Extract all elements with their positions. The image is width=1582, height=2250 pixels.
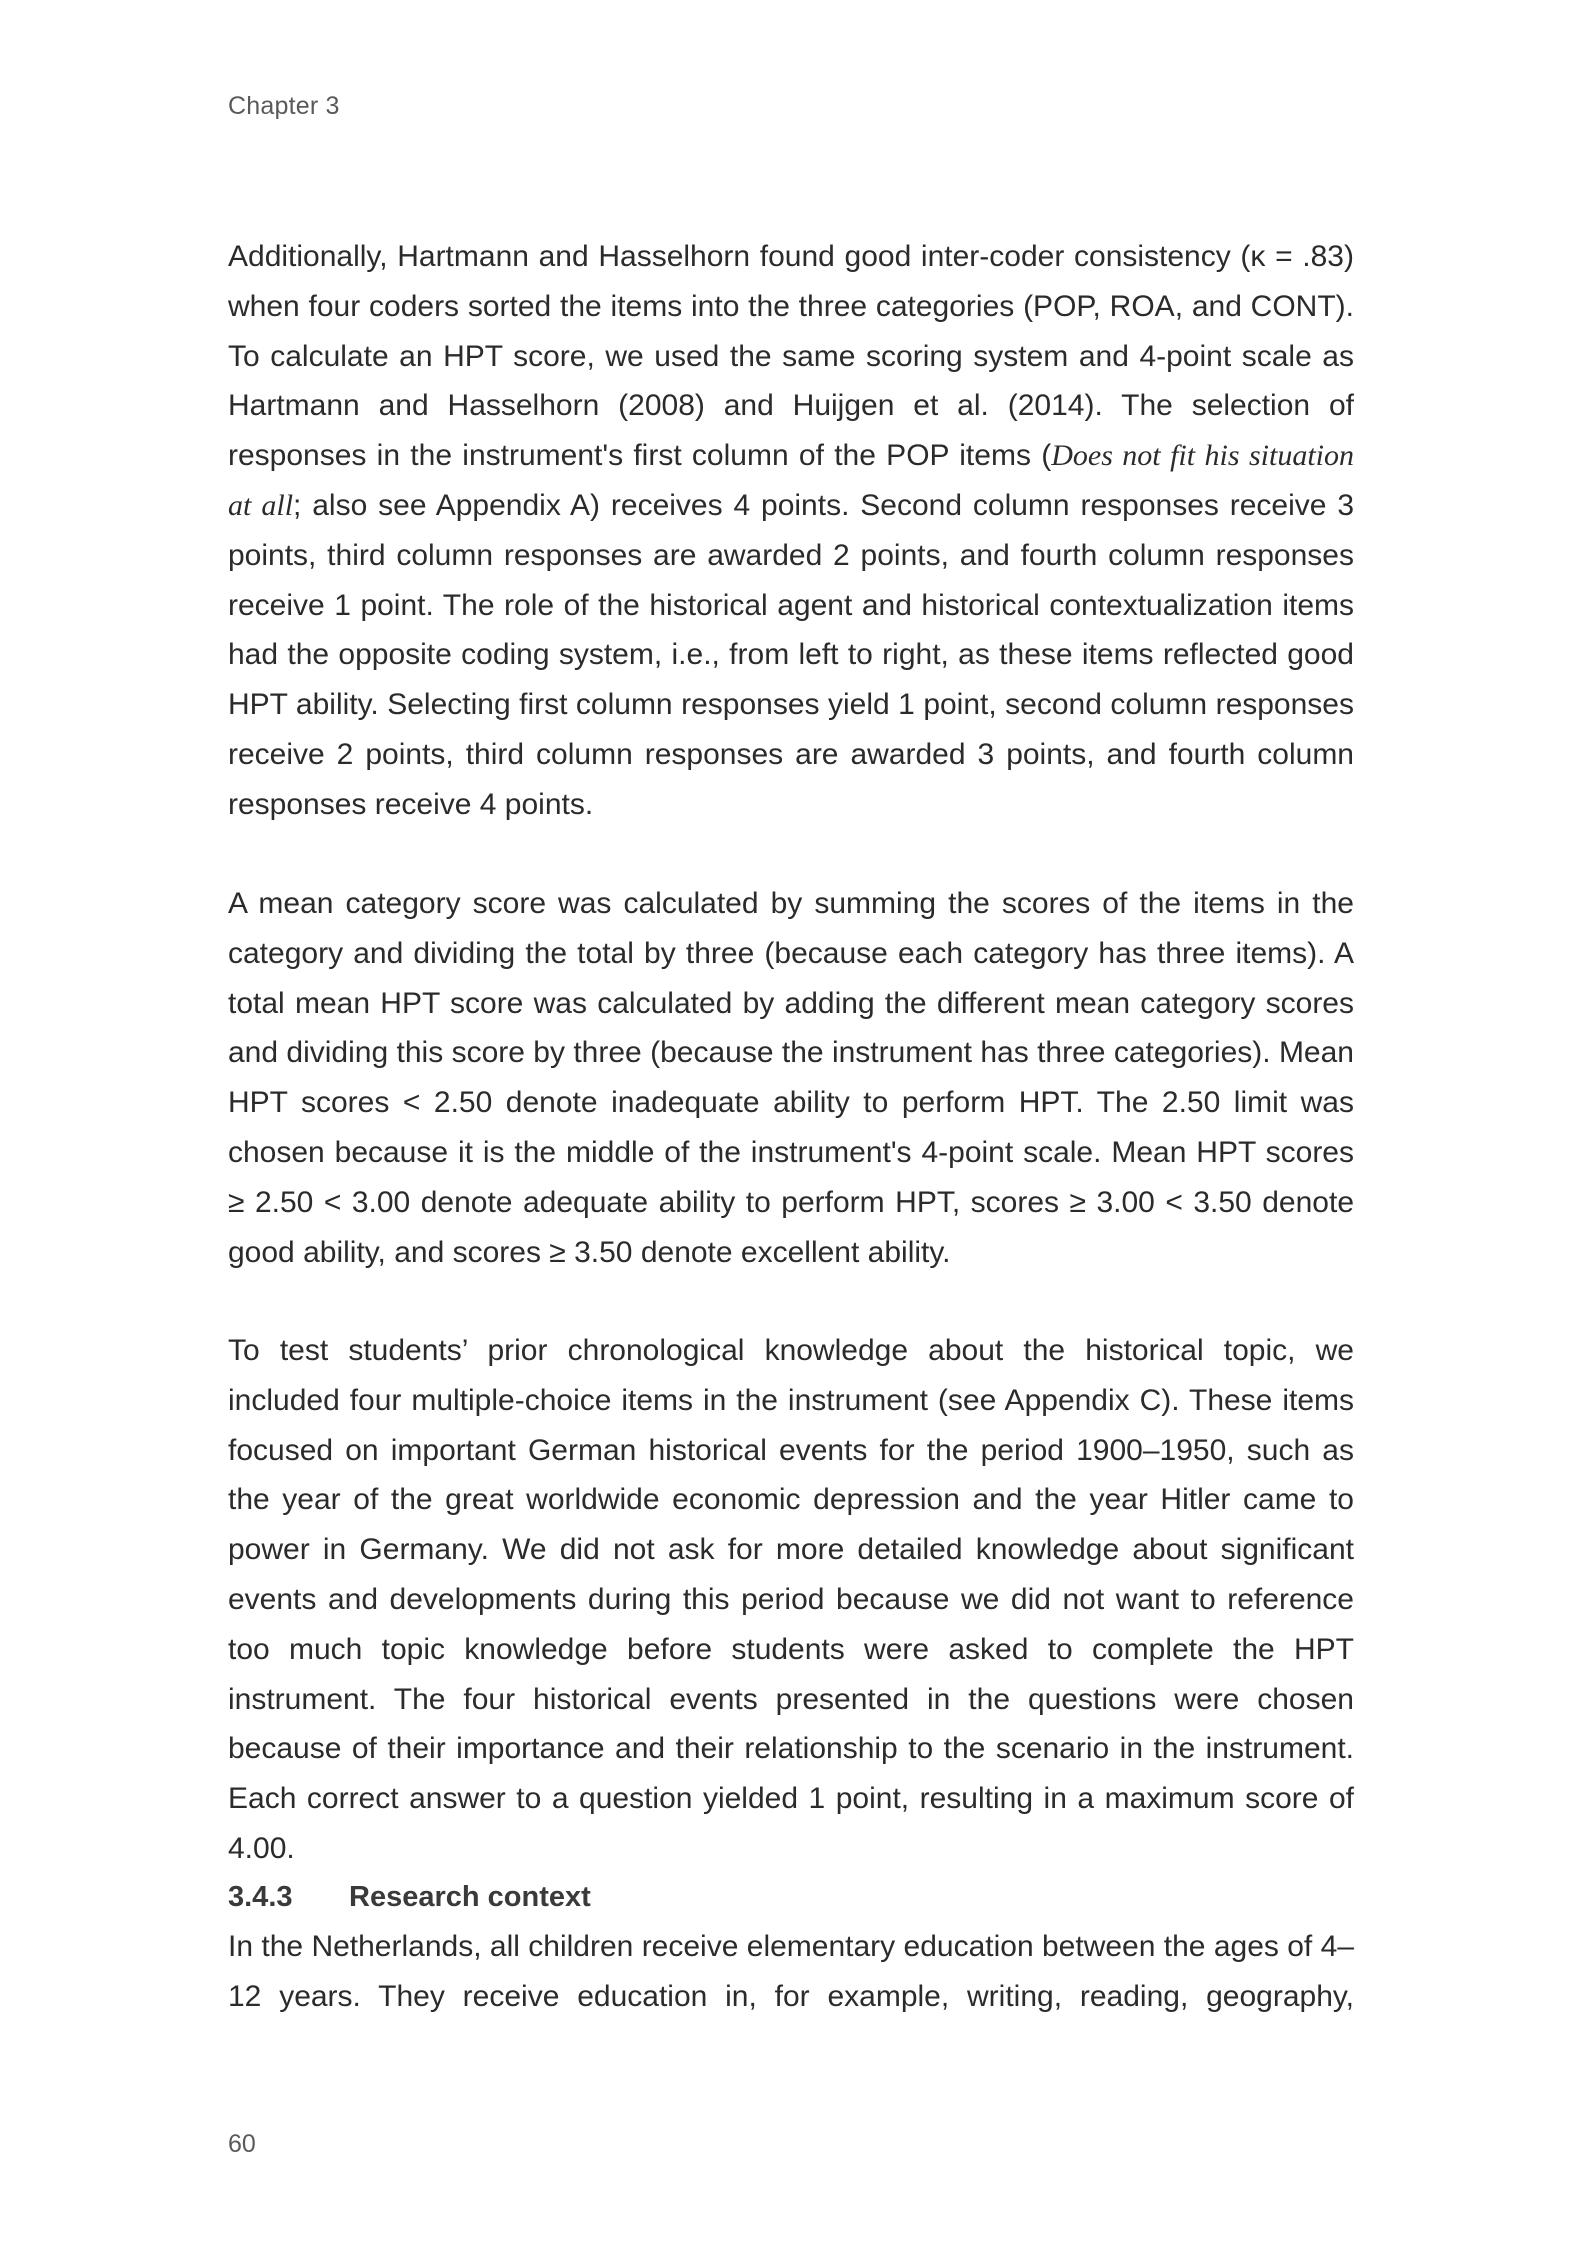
paragraph-mean-score [228, 879, 1354, 1277]
paragraph-text [228, 232, 1354, 830]
paragraph-prior-knowledge [228, 1326, 1354, 1874]
paragraph-text: A mean category score was calculated by summing the scores of the items in the category and dividing the total by three (because each category has three items). A total mean HPT score was calculated by adding the different mean category scores and dividing this score by three (because the instrument has three categories). Mean HPT scores < 2.50 denote inadequate ability to perform HPT. The 2.50 limit was chosen because it is the middle of the instrument's 4-point scale. Mean HPT scores ≥ 2.50 < 3.00 denote adequate ability to perform HPT, scores ≥ 3.00 < 3.50 denote good ability, and scores ≥ 3.50 denote excellent ability. [228, 887, 1354, 1269]
paragraph-text-part: Additionally, Hartmann and Hasselhorn found good inter-coder consistency (κ = .83) when four coders sorted the items into the three categories (POP, ROA, and CONT). To calculate an HPT score, we used the same scoring system and 4-point scale as Hartmann and Hasselhorn (2008) and Huijgen et al. (2014). The selection of responses in the instrument's first column of the POP items ( [228, 240, 1354, 473]
page-number: 60 [228, 2130, 256, 2158]
paragraph-research-context [228, 1922, 1354, 2022]
running-head: Chapter 3 [228, 92, 340, 120]
paragraph-text: To test students’ prior chronological knowledge about the historical topic, we included four multiple-choice items in the instrument (see Appendix C). These items focused on important German historical events for the period 1900–1950, such as the year of the great worldwide economic depression and the year Hitler came to power in Germany. We did not ask for more detailed knowledge about significant events and developments during this period because we did not want to reference too much topic knowledge before students were asked to complete the HPT instrument. The four historical events presented in the questions were chosen because of their importance and their relationship to the scenario in the instrument. Each correct answer to a question yielded 1 point, resulting in a maximum score of 4.00. [228, 1334, 1354, 1865]
section-heading [228, 1872, 591, 1922]
section-title: Research context [349, 1881, 591, 1913]
italic-quote: Does not fit his situation at all [228, 439, 1354, 522]
paragraph-text-part: ; also see Appendix A) receives 4 points. Second column responses receive 3 points, third column responses are awarded 2 points, and fourth column responses receive 1 point. The role of the historical agent and historical contextualization items had the opposite coding system, i.e., from left to right, as these items reflected good HPT ability. Selecting first column responses yield 1 point, second column responses receive 2 points, third column responses are awarded 3 points, and fourth column responses receive 4 points. [228, 488, 1354, 821]
paragraph-scoring-system [228, 232, 1354, 830]
section-number: 3.4.3 [228, 1881, 293, 1913]
paragraph-text: In the Netherlands, all children receive elementary education between the ages of 4–12 years. They receive education in, for example, writing, reading, geography, [228, 1930, 1354, 2013]
